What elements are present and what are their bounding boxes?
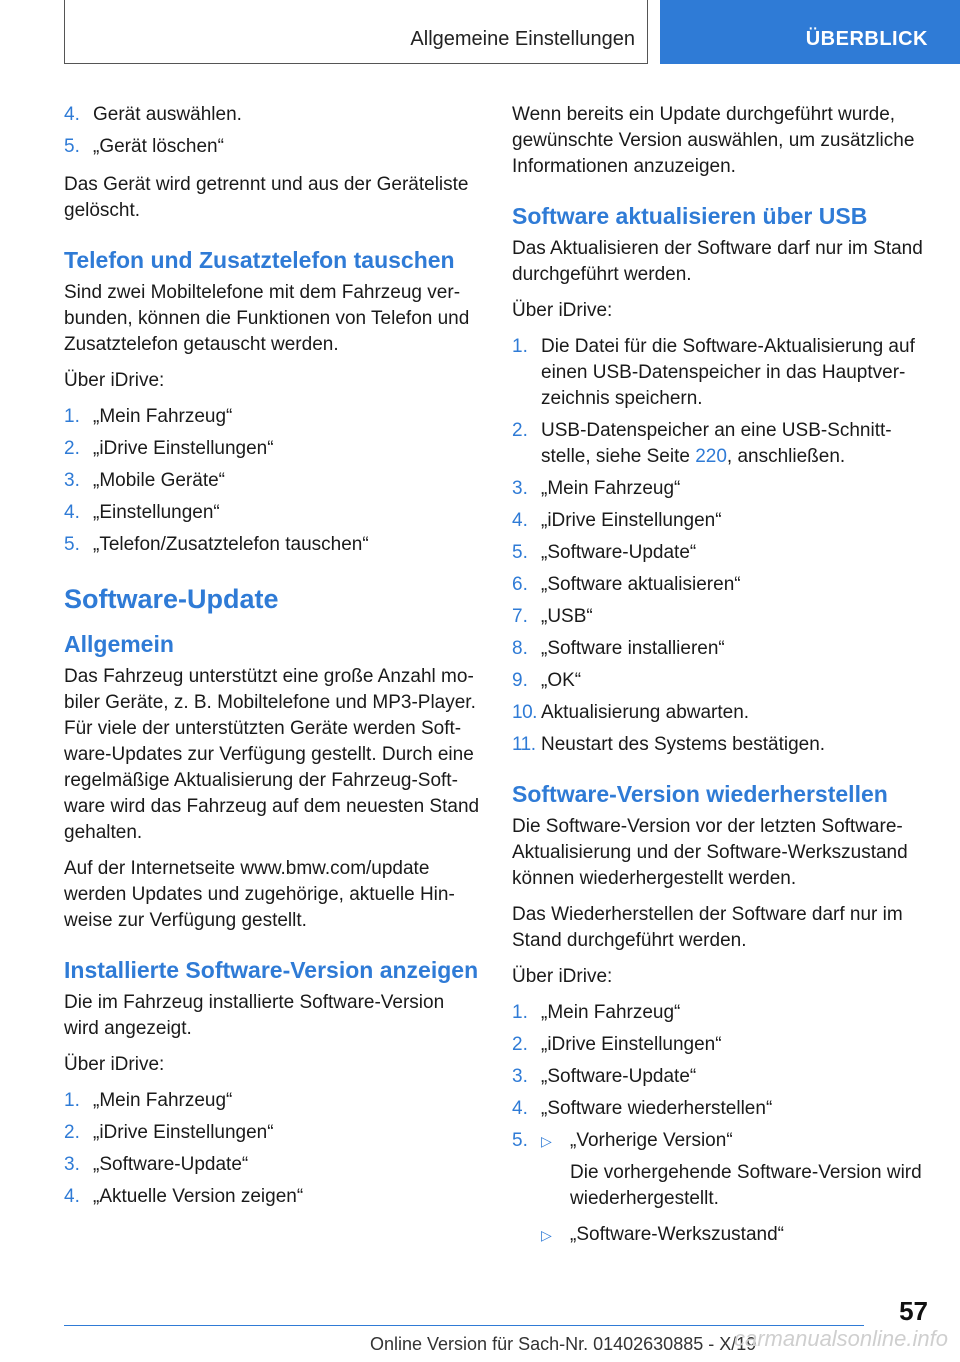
list-item: 6. „Software aktualisieren“ bbox=[512, 574, 741, 595]
right-column bbox=[512, 102, 928, 1260]
heading-phone-swap: Telefon und Zusatztelefon tauschen bbox=[64, 247, 455, 273]
restore-steps bbox=[512, 1000, 928, 1248]
paragraph: Die im Fahrzeug installierte Software-Version wird angezeigt. bbox=[64, 992, 445, 1039]
list-item: 5. „Gerät löschen“ bbox=[64, 136, 224, 157]
list-item: 2. „iDrive Einstellungen“ bbox=[64, 438, 274, 459]
heading-restore-version: Software-Version wiederherstellen bbox=[512, 781, 888, 807]
list-item: 2. USB-Datenspeicher an eine USB-Schnittstelle, siehe Seite 220, anschließen. bbox=[512, 420, 892, 467]
paragraph: Auf der Internetseite www.bmw.com/update werden Updates und zugehörige, aktuelle Hinweise zur Verfügung gestellt. bbox=[64, 858, 455, 931]
watermark: carmanualsonline.info bbox=[733, 1326, 948, 1351]
header-section-box bbox=[64, 0, 648, 64]
list-item: 1. „Mein Fahrzeug“ bbox=[512, 1002, 681, 1023]
list-item: 11. Neustart des Systems bestätigen. bbox=[512, 734, 826, 755]
phone-swap-steps bbox=[64, 404, 480, 558]
page-link[interactable]: 220 bbox=[695, 446, 727, 467]
paragraph: Über iDrive: bbox=[64, 370, 165, 391]
option-factory-state: „Software-Werkszustand“ bbox=[570, 1224, 784, 1245]
installed-version-steps bbox=[64, 1088, 480, 1210]
heading-general: Allgemein bbox=[64, 631, 174, 657]
list-item: 3. „Software-Update“ bbox=[64, 1154, 249, 1175]
heading-software-update: Software-Update bbox=[64, 584, 279, 614]
overview-tab-label: ÜBERBLICK bbox=[805, 28, 928, 50]
paragraph: Die Software-Version vor der letzten Software-Aktualisierung und der Software-Werkszustand können wiederhergestellt werden. bbox=[512, 816, 908, 889]
paragraph: Über iDrive: bbox=[512, 966, 613, 987]
section-title: Allgemeine Einstellungen bbox=[410, 28, 635, 50]
list-item: 1. Die Datei für die Software-Aktualisierung auf einen USB-Datenspeicher in das Hauptverzeichnis speichern. bbox=[512, 336, 915, 409]
online-version-text: Online Version für Sach-Nr. 01402630885 - X/19 bbox=[370, 1334, 757, 1354]
heading-usb-update: Software aktualisieren über USB bbox=[512, 203, 868, 229]
list-item: 4. „Software wiederherstellen“ bbox=[512, 1098, 773, 1119]
list-item: 10. Aktualisierung abwarten. bbox=[512, 702, 750, 723]
heading-installed-version: Installierte Software-Version anzeigen bbox=[64, 957, 479, 983]
list-item: 4. Gerät auswählen. bbox=[64, 104, 242, 125]
list-item: 4. „Einstellungen“ bbox=[64, 502, 220, 523]
list-item: 5. „Telefon/Zusatztelefon tauschen“ bbox=[64, 534, 369, 555]
list-item: 7. „USB“ bbox=[512, 606, 593, 627]
paragraph: Das Gerät wird getrennt und aus der Geräteliste gelöscht. bbox=[64, 174, 469, 221]
option-previous-version: „Vorherige Version“ bbox=[570, 1130, 733, 1151]
triangle-right-icon: ▷ bbox=[541, 1227, 552, 1243]
list-item: 4. „Aktuelle Version zeigen“ bbox=[64, 1186, 304, 1207]
paragraph: Wenn bereits ein Update durchgeführt wurde, gewünschte Version auswählen, um zusätzliche Informationen anzuzeigen. bbox=[512, 104, 915, 177]
paragraph: Sind zwei Mobiltelefone mit dem Fahrzeug verbunden, können die Funktionen von Telefon und Zusatztelefon getauscht werden. bbox=[64, 282, 470, 355]
overview-tab[interactable] bbox=[660, 0, 960, 64]
device-delete-steps bbox=[64, 102, 480, 160]
paragraph: Das Wiederherstellen der Software darf nur im Stand durchgeführt werden. bbox=[512, 904, 903, 951]
paragraph: Das Aktualisieren der Software darf nur im Stand durchgeführt werden. bbox=[512, 238, 923, 285]
triangle-right-icon: ▷ bbox=[541, 1133, 552, 1149]
list-item: 5. ▷ „Vorherige Version“ Die vorhergehende Software-Version wird wiederhergestellt. ▷ „Software-Werkszustand“ bbox=[512, 1128, 928, 1248]
option-description: Die vorhergehende Software-Version wird wiederhergestellt. bbox=[570, 1162, 922, 1209]
list-item: 2. „iDrive Einstellungen“ bbox=[512, 1034, 722, 1055]
paragraph: Über iDrive: bbox=[512, 300, 613, 321]
list-item: 3. „Mein Fahrzeug“ bbox=[512, 478, 681, 499]
list-item: 2. „iDrive Einstellungen“ bbox=[64, 1122, 274, 1143]
paragraph: Über iDrive: bbox=[64, 1054, 165, 1075]
list-item: 3. „Mobile Geräte“ bbox=[64, 470, 225, 491]
list-item: 5. „Software-Update“ bbox=[512, 542, 697, 563]
left-column bbox=[64, 102, 480, 1222]
usb-update-steps bbox=[512, 334, 928, 758]
paragraph: Das Fahrzeug unterstützt eine große Anzahl mobiler Geräte, z. B. Mobiltelefone und MP3-Player. Für viele der unterstützten Geräte werden Software-Updates zur Verfügung gestellt. Durch eine regelmäßige Aktualisierung der Fahrzeug-Software wird das Fahrzeug auf dem neuesten Stand gehalten. bbox=[64, 666, 480, 843]
list-item: 1. „Mein Fahrzeug“ bbox=[64, 406, 233, 427]
list-item: 4. „iDrive Einstellungen“ bbox=[512, 510, 722, 531]
list-item: 8. „Software installieren“ bbox=[512, 638, 725, 659]
list-item: 1. „Mein Fahrzeug“ bbox=[64, 1090, 233, 1111]
list-item: 9. „OK“ bbox=[512, 670, 582, 691]
page-number: 57 bbox=[899, 1296, 928, 1326]
list-item: 3. „Software-Update“ bbox=[512, 1066, 697, 1087]
